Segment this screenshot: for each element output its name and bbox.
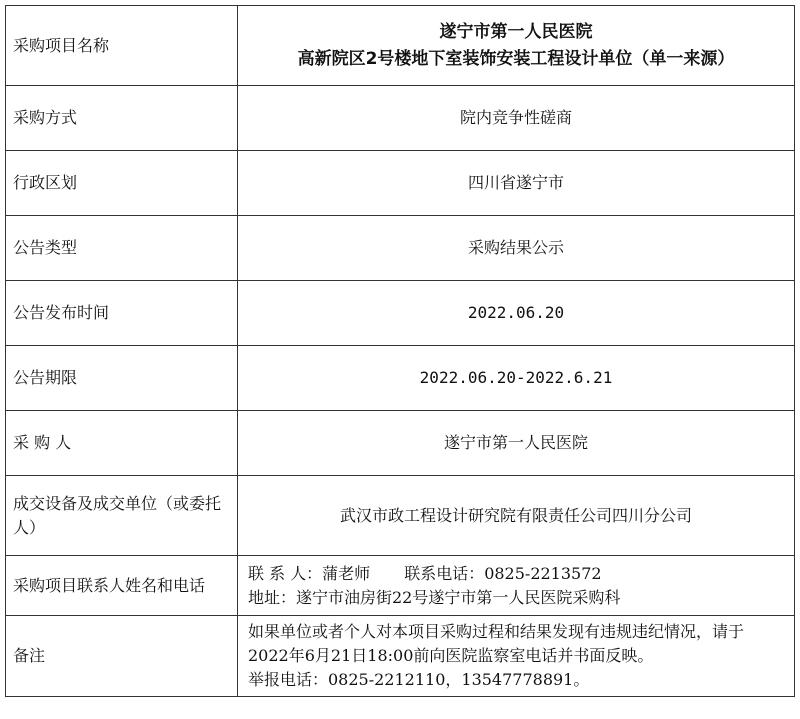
contact-cell <box>238 556 795 616</box>
procurement-result-table <box>5 5 795 697</box>
table-row <box>6 411 795 476</box>
table-row <box>6 281 795 346</box>
table-row <box>6 346 795 411</box>
table-row <box>6 556 795 616</box>
row-label: 公告类型 <box>6 216 238 281</box>
project-name-line-1: 遂宁市第一人民医院 <box>439 21 593 42</box>
procurement-method-value: 院内竞争性磋商 <box>238 86 795 151</box>
report-phone: 举报电话：0825-2212110，13547778891。 <box>248 670 590 689</box>
row-label: 公告期限 <box>6 346 238 411</box>
table-row <box>6 616 795 697</box>
note-cell <box>238 616 795 697</box>
project-name-cell <box>238 6 795 86</box>
table-row <box>6 476 795 556</box>
row-label: 采购项目名称 <box>6 6 238 86</box>
row-label: 备注 <box>6 616 238 697</box>
region-value: 四川省遂宁市 <box>238 151 795 216</box>
winning-bidder-value: 武汉市政工程设计研究院有限责任公司四川分公司 <box>238 476 795 556</box>
row-label: 行政区划 <box>6 151 238 216</box>
project-name-line-2: 高新院区2号楼地下室装饰安装工程设计单位（单一来源） <box>297 48 735 69</box>
table-row <box>6 86 795 151</box>
row-label: 公告发布时间 <box>6 281 238 346</box>
row-label: 采购方式 <box>6 86 238 151</box>
note-text: 如果单位或者个人对本项目采购过程和结果发现有违规违纪情况，请于2022年6月21日18:00前向医院监察室电话并书面反映。 <box>248 622 745 665</box>
row-label: 成交设备及成交单位（或委托人） <box>6 476 238 556</box>
contact-address: 地址：遂宁市油房街22号遂宁市第一人民医院采购科 <box>248 587 621 607</box>
publish-date-value: 2022.06.20 <box>238 281 795 346</box>
contact-line <box>248 562 784 586</box>
announcement-type-value: 采购结果公示 <box>238 216 795 281</box>
purchaser-value: 遂宁市第一人民医院 <box>238 411 795 476</box>
table-row <box>6 151 795 216</box>
row-label: 采 购 人 <box>6 411 238 476</box>
table-row <box>6 216 795 281</box>
announcement-period-value: 2022.06.20-2022.6.21 <box>238 346 795 411</box>
table-row <box>6 6 795 86</box>
contact-person: 联 系 人：蒲老师 <box>248 563 371 583</box>
contact-phone: 联系电话：0825-2213572 <box>404 563 602 583</box>
row-label: 采购项目联系人姓名和电话 <box>6 556 238 616</box>
